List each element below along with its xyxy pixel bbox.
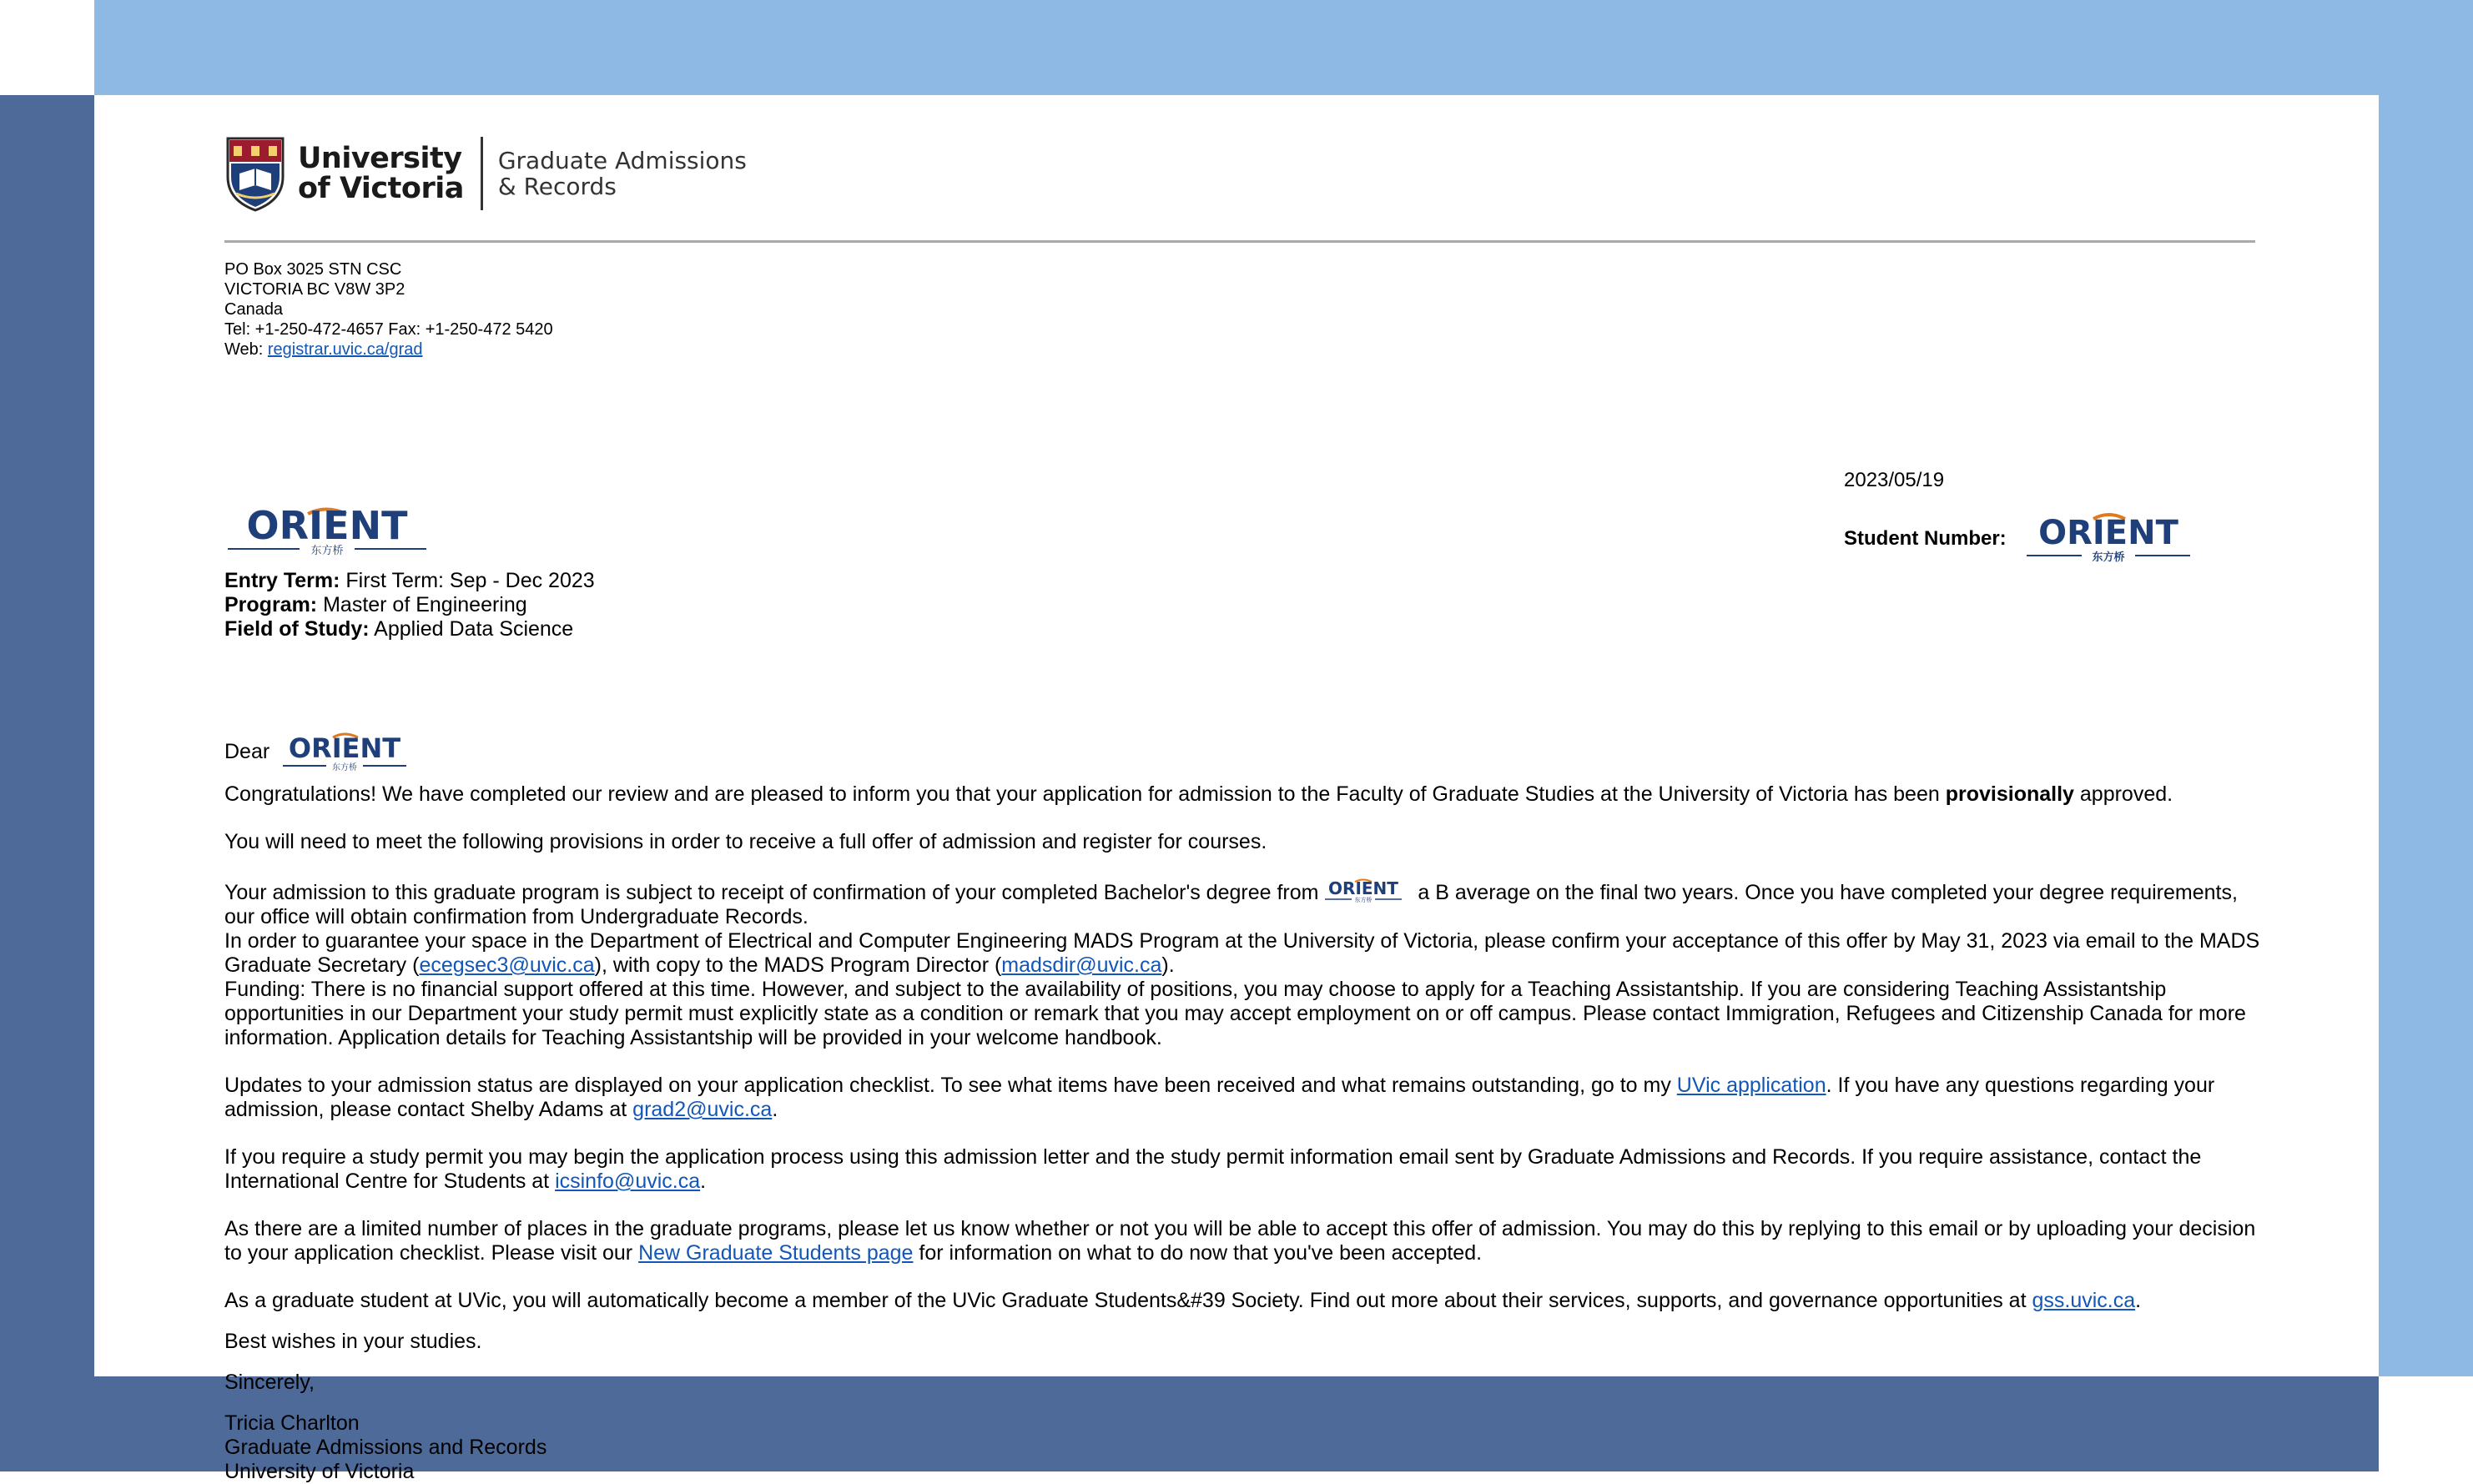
office-address	[224, 259, 2260, 360]
orient-logo-text: ORIENT	[246, 506, 408, 548]
email-link-grad2[interactable]: grad2@uvic.ca	[632, 1098, 773, 1121]
body-text: Congratulations! We have completed our review and are pleased to inform you that your application for admission to the Faculty of Graduate Studies at the University of Victoria has been	[224, 782, 1946, 806]
university-name-line2: of Victoria	[298, 172, 464, 205]
body-text: ).	[1161, 953, 1175, 977]
field-of-study-label: Field of Study:	[224, 617, 370, 641]
signature-block	[224, 1411, 2260, 1484]
orient-logo-icon	[280, 731, 410, 772]
paragraph-gss	[224, 1289, 2260, 1313]
student-number-label: Student Number:	[1844, 527, 2007, 550]
orient-logo-subtext: 东方桥	[2092, 551, 2125, 564]
orient-logo-subtext: 东方桥	[1354, 897, 1372, 903]
program-name	[224, 593, 595, 617]
letter-page	[94, 95, 2379, 1483]
paragraph-status-updates	[224, 1074, 2260, 1122]
paragraph-congratulations	[224, 782, 2260, 807]
registrar-web-link[interactable]: registrar.uvic.ca/grad	[267, 340, 423, 359]
body-text: Updates to your admission status are displayed on your application checklist. To see what items have been received and what remains outstanding, go to my	[224, 1074, 1677, 1097]
contact-phone-fax: Tel: +1-250-472-4657 Fax: +1-250-472 5420	[224, 320, 553, 339]
orient-logo-text: ORIENT	[2037, 514, 2178, 552]
body-text: .	[700, 1170, 707, 1193]
department-name-line2: & Records	[497, 173, 617, 200]
letter-body	[224, 782, 2260, 1484]
orient-logo-subtext: 东方桥	[332, 763, 358, 772]
university-name-line1: University	[298, 142, 462, 175]
background-band-left	[0, 95, 94, 1471]
web-label: Web:	[224, 340, 268, 359]
orient-logo-icon	[224, 506, 430, 557]
entry-term-label: Entry Term:	[224, 569, 340, 592]
body-text: Your admission to this graduate program is subject to receipt of confirmation of your completed Bachelor's degree from	[224, 881, 1319, 904]
body-text: .	[2135, 1289, 2142, 1312]
paragraph-confirm-acceptance	[224, 929, 2260, 978]
body-text: .	[772, 1098, 778, 1121]
field-of-study-value: Applied Data Science	[369, 617, 574, 641]
body-text: for information on what to do now that you've been accepted.	[913, 1241, 1483, 1265]
web-address	[224, 340, 2260, 360]
orient-logo-subtext: 东方桥	[310, 545, 344, 557]
body-text: In order to guarantee your space in the Department of Electrical and Computer Engineering MADS Program at the University of Victoria, please confirm your acceptance of this offer by May 31, 2023 via email to the MADS Graduate Secretary (	[224, 929, 2260, 977]
paragraph-provisions: You will need to meet the following provisions in order to receive a full offer of admission and register for courses.	[224, 830, 1267, 853]
field-of-study	[224, 617, 595, 641]
address-line: PO Box 3025 STN CSC	[224, 260, 402, 279]
entry-term	[224, 569, 595, 593]
applicant-name-logo	[224, 506, 430, 557]
paragraph-funding: Funding: There is no financial support offered at this time. However, and subject to the availability of positions, you may choose to apply for a Teaching Assistantship. If you are considering Teaching Assistantship opportunities in our Department your study permit must explicitly state as a condition or remark that you may accept employment on or off campus. Please contact Immigration, Refugees and Citizenship Canada for more information. Application details for Teaching Assistantship will be provided in your welcome handbook.	[224, 978, 2246, 1049]
paragraph-study-permit	[224, 1145, 2260, 1194]
email-link-ecegsec3[interactable]: ecegsec3@uvic.ca	[419, 953, 595, 977]
signatory-office: Graduate Admissions and Records	[224, 1436, 547, 1459]
uvic-application-link[interactable]: UVic application	[1676, 1074, 1826, 1097]
department-name-line1: Graduate Admissions	[497, 147, 747, 174]
program-label: Program:	[224, 593, 318, 616]
closing-wishes: Best wishes in your studies.	[224, 1330, 482, 1353]
student-number	[1844, 512, 2197, 566]
address-line: Canada	[224, 300, 284, 319]
signatory-institution: University of Victoria	[224, 1460, 415, 1483]
paragraph-degree-condition	[224, 878, 2260, 929]
body-text: ), with copy to the MADS Program Director (	[594, 953, 1002, 977]
salutation	[224, 731, 410, 772]
address-line: VICTORIA BC V8W 3P2	[224, 280, 405, 299]
paragraph-accept-offer	[224, 1217, 2260, 1265]
entry-term-value: First Term: Sep - Dec 2023	[340, 569, 595, 592]
program-details	[224, 569, 595, 641]
program-value: Master of Engineering	[317, 593, 527, 616]
university-crest-icon	[224, 135, 286, 212]
department-name	[498, 148, 747, 199]
salutation-text: Dear	[224, 739, 270, 763]
university-name	[298, 143, 464, 204]
body-text: As there are a limited number of places in the graduate programs, please let us know whether or not you will be able to accept this offer of admission. You may do this by replying to this email or by uploading your decision to your application checklist. Please visit our	[224, 1217, 2256, 1265]
body-text: If you require a study permit you may begin the application process using this admission letter and the study permit information email sent by Graduate Admissions and Records. If you require assistance, contact the International Centre for Students at	[224, 1145, 2202, 1193]
body-text: approved.	[2073, 782, 2173, 806]
closing-sincerely: Sincerely,	[224, 1371, 315, 1394]
header-rule	[224, 240, 2255, 243]
letter-date: 2023/05/19	[1844, 469, 1945, 491]
new-graduate-students-link[interactable]: New Graduate Students page	[638, 1241, 914, 1265]
background-band-top	[94, 0, 2473, 95]
email-link-madsdir[interactable]: madsdir@uvic.ca	[1001, 953, 1162, 977]
body-text: a B average on the final two years. Once you have completed your degree requirements, our office will obtain confirmation from Undergraduate Records.	[224, 881, 2238, 928]
email-link-icsinfo[interactable]: icsinfo@uvic.ca	[555, 1170, 701, 1193]
orient-logo-icon	[1322, 878, 1405, 903]
background-band-right	[2379, 0, 2473, 1376]
orient-logo-text: ORIENT	[289, 732, 401, 764]
gss-link[interactable]: gss.uvic.ca	[2032, 1289, 2136, 1312]
orient-logo-icon	[2020, 512, 2197, 566]
letter-content	[224, 132, 2260, 1483]
signatory-name: Tricia Charlton	[224, 1411, 360, 1435]
orient-logo-text: ORIENT	[1328, 878, 1399, 898]
letterhead-divider	[481, 137, 483, 210]
emphasis-provisionally: provisionally	[1945, 782, 2074, 806]
letterhead	[224, 132, 2260, 215]
body-text: . If you have any questions regarding your admission, please contact Shelby Adams at	[224, 1074, 2215, 1121]
body-text: As a graduate student at UVic, you will automatically become a member of the UVic Graduate Students&#39 Society. Find out more about their services, supports, and governance opportunities at	[224, 1289, 2032, 1312]
